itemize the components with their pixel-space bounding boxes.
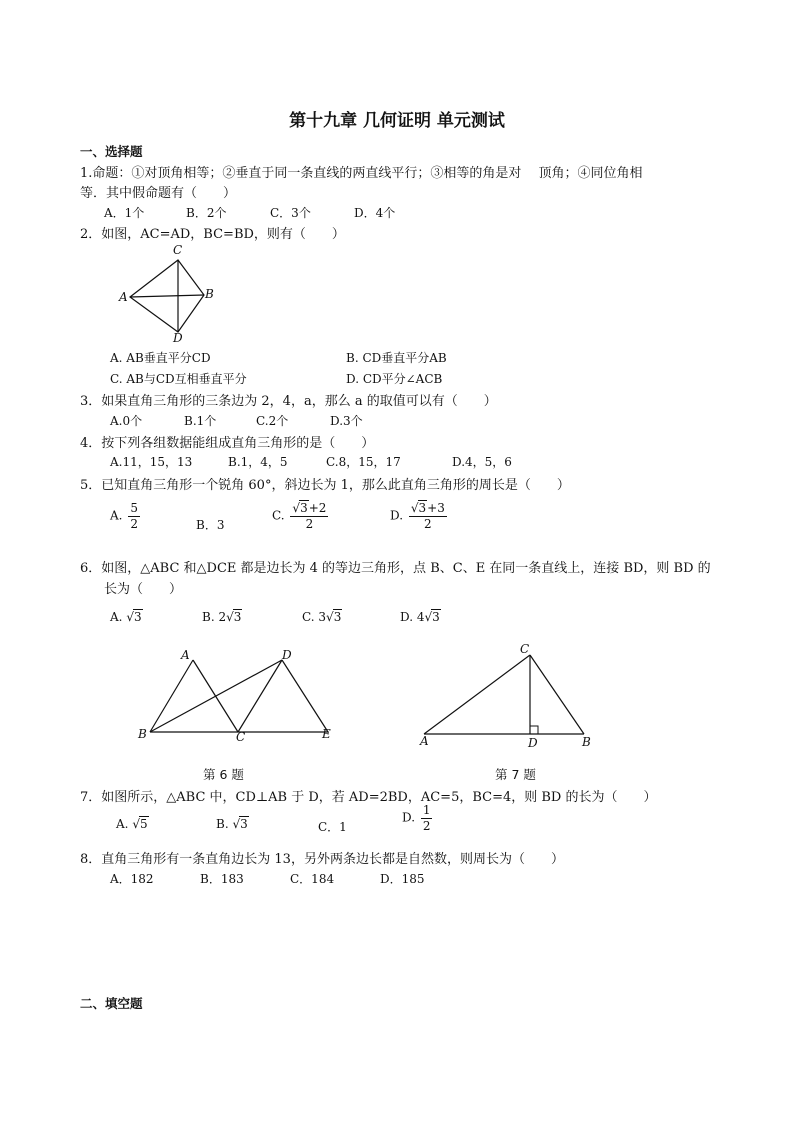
q7-option-b-label: B.: [216, 817, 229, 831]
radicand: 3: [333, 610, 342, 624]
sqrt-icon: √3: [410, 501, 427, 515]
q4-text: 4．按下列各组数据能组成直角三角形的是（ ）: [80, 436, 375, 451]
q2-label-c: C: [173, 243, 183, 257]
q2-option-d: D. CD平分∠ACB: [346, 372, 443, 386]
q5-option-b: B．3: [196, 518, 225, 532]
q7-option-a: [116, 817, 149, 831]
q2-option-b: B. CD垂直平分AB: [346, 351, 447, 365]
section-heading-choice: 一、选择题: [80, 144, 143, 159]
q2-option-c: C. AB与CD互相垂直平分: [110, 372, 247, 386]
q8-option-b: B．183: [200, 872, 244, 886]
q6-option-d: [400, 610, 441, 624]
sqrt-icon: √3: [326, 610, 342, 624]
q5-option-a-fraction: [128, 502, 140, 530]
fraction-denominator: 2: [305, 516, 314, 531]
q6-option-a: [110, 610, 143, 624]
q6-figure-caption: 第 6 题: [203, 767, 244, 782]
q6-label-d: D: [282, 648, 292, 662]
q6-text-line2: 长为（ ）: [104, 582, 183, 597]
q8-text: 8．直角三角形有一条直角边长为 13，另外两条边长都是自然数，则周长为（ ）: [80, 852, 564, 867]
q1-option-c: C．3个: [270, 206, 311, 220]
fraction-denominator: 2: [422, 818, 431, 833]
q7-text: 7．如图所示，△ABC 中，CD⊥AB 于 D，若 AD=2BD，AC=5，BC=4，则 BD 的长为（ ）: [80, 790, 657, 805]
q8-option-a: A．182: [110, 872, 154, 886]
q8-option-d: D．185: [380, 872, 425, 886]
q5-option-d: [390, 502, 449, 530]
q4-option-d: D.4，5，6: [452, 455, 512, 469]
radicand: 3: [240, 817, 248, 831]
q6-option-c-label: C.: [302, 610, 315, 624]
q2-label-a: A: [119, 290, 128, 304]
q5-text: 5．已知直角三角形一个锐角 60°，斜边长为 1，那么此直角三角形的周长是（ ）: [80, 478, 570, 493]
q7-option-c: C．1: [318, 820, 347, 834]
q7-option-a-label: A.: [116, 817, 129, 831]
coefficient: 4: [416, 610, 425, 624]
q6-option-d-label: D.: [400, 610, 414, 624]
sqrt-icon: √3: [424, 610, 440, 624]
q5-option-d-fraction: [409, 502, 447, 530]
q2-kite-figure: [118, 244, 218, 344]
radicand: 3: [233, 610, 242, 624]
q1-text-line2: 等．其中假命题有（ ）: [80, 186, 237, 201]
q6-triangles-figure: [140, 650, 340, 740]
q6-text-line1: 6．如图，△ABC 和△DCE 都是边长为 4 的等边三角形，点 B、C、E 在同一条直线上，连接 BD，则 BD 的: [80, 561, 711, 576]
fraction-denominator: 2: [424, 516, 432, 531]
radicand: 5: [139, 817, 148, 831]
q3-option-d: D.3个: [330, 414, 363, 428]
q5-option-c: [272, 502, 330, 530]
radicand: 3: [133, 610, 142, 624]
q2-label-b: B: [205, 287, 214, 301]
q6-option-a-label: A.: [110, 610, 123, 624]
q4-option-c: C.8，15，17: [326, 455, 401, 469]
numerator-addend: +2: [308, 501, 327, 515]
coefficient: 2: [218, 610, 227, 624]
q2-label-d: D: [173, 331, 183, 345]
fraction-denominator: 2: [130, 516, 138, 531]
q5-option-c-fraction: [290, 502, 328, 530]
q3-option-b: B.1个: [184, 414, 217, 428]
fraction-numerator: 1: [422, 803, 431, 817]
q4-option-b: B.1，4，5: [228, 455, 288, 469]
q7-right-triangle-figure: [418, 650, 593, 745]
q6-label-e: E: [322, 727, 331, 741]
q6-label-c: C: [236, 730, 246, 744]
q5-option-c-label: C.: [272, 508, 285, 523]
sqrt-icon: √3: [292, 501, 308, 515]
q7-option-d-label: D.: [402, 810, 416, 825]
q7-option-b: [216, 817, 249, 831]
coefficient: 3: [318, 610, 327, 624]
q1-option-a: A．1个: [104, 206, 145, 220]
q1-text-line1: 1.命题：①对顶角相等；②垂直于同一条直线的两直线平行；③相等的角是对 顶角；④同位角相: [80, 166, 643, 181]
q7-label-d: D: [528, 736, 538, 750]
q2-option-a: A. AB垂直平分CD: [110, 351, 211, 365]
q6-label-a: A: [181, 648, 190, 662]
q3-text: 3．如果直角三角形的三条边为 2，4，a，那么 a 的取值可以有（ ）: [80, 394, 497, 409]
q7-label-a: A: [420, 734, 429, 748]
sqrt-icon: √5: [132, 817, 148, 831]
q5-option-d-label: D.: [390, 508, 404, 523]
q3-option-c: C.2个: [256, 414, 289, 428]
radicand: 3: [418, 501, 427, 515]
q4-option-a: A.11，15，13: [110, 455, 193, 469]
q7-option-d: [402, 804, 434, 832]
radicand: 3: [432, 610, 440, 624]
fraction-numerator: 5: [130, 501, 138, 515]
radicand: 3: [300, 501, 308, 515]
q6-option-c: [302, 610, 342, 624]
q2-text: 2．如图，AC=AD，BC=BD，则有（ ）: [80, 227, 345, 242]
q6-option-b: [202, 610, 242, 624]
q7-label-b: B: [582, 735, 591, 749]
q8-option-c: C．184: [290, 872, 335, 886]
q1-option-b: B．2个: [186, 206, 227, 220]
numerator-addend: +3: [427, 501, 445, 515]
q6-label-b: B: [138, 727, 147, 741]
q7-option-d-fraction: [421, 804, 433, 832]
fraction-numerator: [290, 502, 328, 517]
q1-option-d: D．4个: [354, 206, 396, 220]
sqrt-icon: √3: [126, 610, 142, 624]
q3-option-a: A.0个: [110, 414, 143, 428]
q5-option-a: [110, 502, 142, 530]
section-heading-fill-in: 二、填空题: [80, 996, 143, 1011]
q5-option-a-label: A.: [110, 508, 123, 523]
sqrt-icon: √3: [226, 610, 242, 624]
sqrt-icon: √3: [232, 817, 248, 831]
q7-figure-caption: 第 7 题: [495, 767, 536, 782]
q6-option-b-label: B.: [202, 610, 215, 624]
fraction-numerator: [409, 502, 447, 517]
page-title: 第十九章 几何证明 单元测试: [289, 111, 505, 131]
q7-label-c: C: [520, 642, 530, 656]
